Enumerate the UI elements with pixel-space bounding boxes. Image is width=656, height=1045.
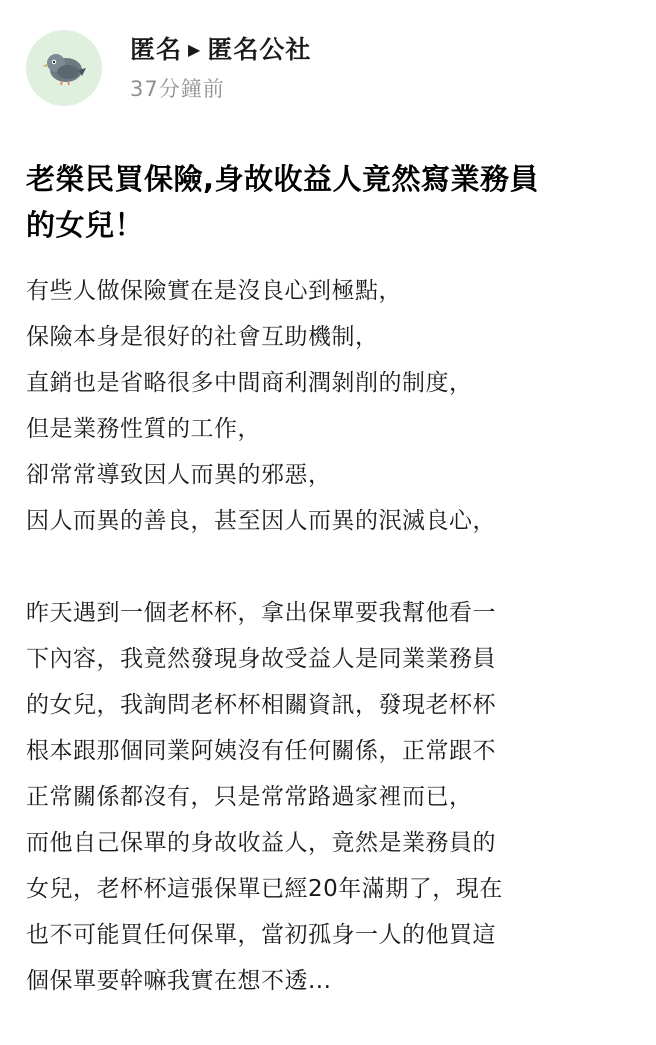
title-line: 的女兒！ — [26, 208, 145, 242]
pigeon-icon — [42, 50, 86, 86]
body-line: 卻常常導致因人而異的邪惡， — [26, 462, 332, 488]
body-line: 但是業務性質的工作， — [26, 416, 261, 442]
body-line: 也不可能買任何保單，當初孤身一人的他買這 — [26, 922, 496, 948]
body-line: 因人而異的善良，甚至因人而異的泯滅良心， — [26, 508, 496, 534]
post-meta — [130, 33, 311, 103]
post-title — [26, 156, 632, 248]
community-link[interactable]: 匿名公社 — [207, 35, 312, 64]
body-line: 的女兒，我詢問老杯杯相關資訊，發現老杯杯 — [26, 692, 496, 718]
post-header — [26, 30, 311, 106]
post-body — [26, 268, 632, 1004]
paragraph-gap — [26, 544, 632, 590]
body-line: 保險本身是很好的社會互助機制， — [26, 324, 379, 350]
body-line: 下內容，我竟然發現身故受益人是同業業務員 — [26, 646, 496, 672]
play-triangle-icon: ▶ — [188, 40, 202, 59]
body-line: 直銷也是省略很多中間商利潤剝削的制度， — [26, 370, 473, 396]
body-line: 根本跟那個同業阿姨沒有任何關係，正常跟不 — [26, 738, 496, 764]
body-line: 正常關係都沒有，只是常常路過家裡而已， — [26, 784, 473, 810]
body-line: 而他自己保單的身故收益人，竟然是業務員的 — [26, 830, 496, 856]
body-line: 昨天遇到一個老杯杯，拿出保單要我幫他看一 — [26, 600, 496, 626]
avatar[interactable] — [26, 30, 102, 106]
body-line: 有些人做保險實在是沒良心到極點， — [26, 278, 402, 304]
author-name[interactable]: 匿名 — [130, 35, 183, 64]
body-line: 個保單要幹嘛我實在想不透... — [26, 968, 332, 994]
title-line: 老榮民買保險,身故收益人竟然寫業務員 — [26, 162, 540, 196]
post-timestamp: 37分鐘前 — [130, 77, 225, 101]
breadcrumb — [130, 33, 311, 67]
body-line: 女兒，老杯杯這張保單已經20年滿期了，現在 — [26, 876, 503, 902]
